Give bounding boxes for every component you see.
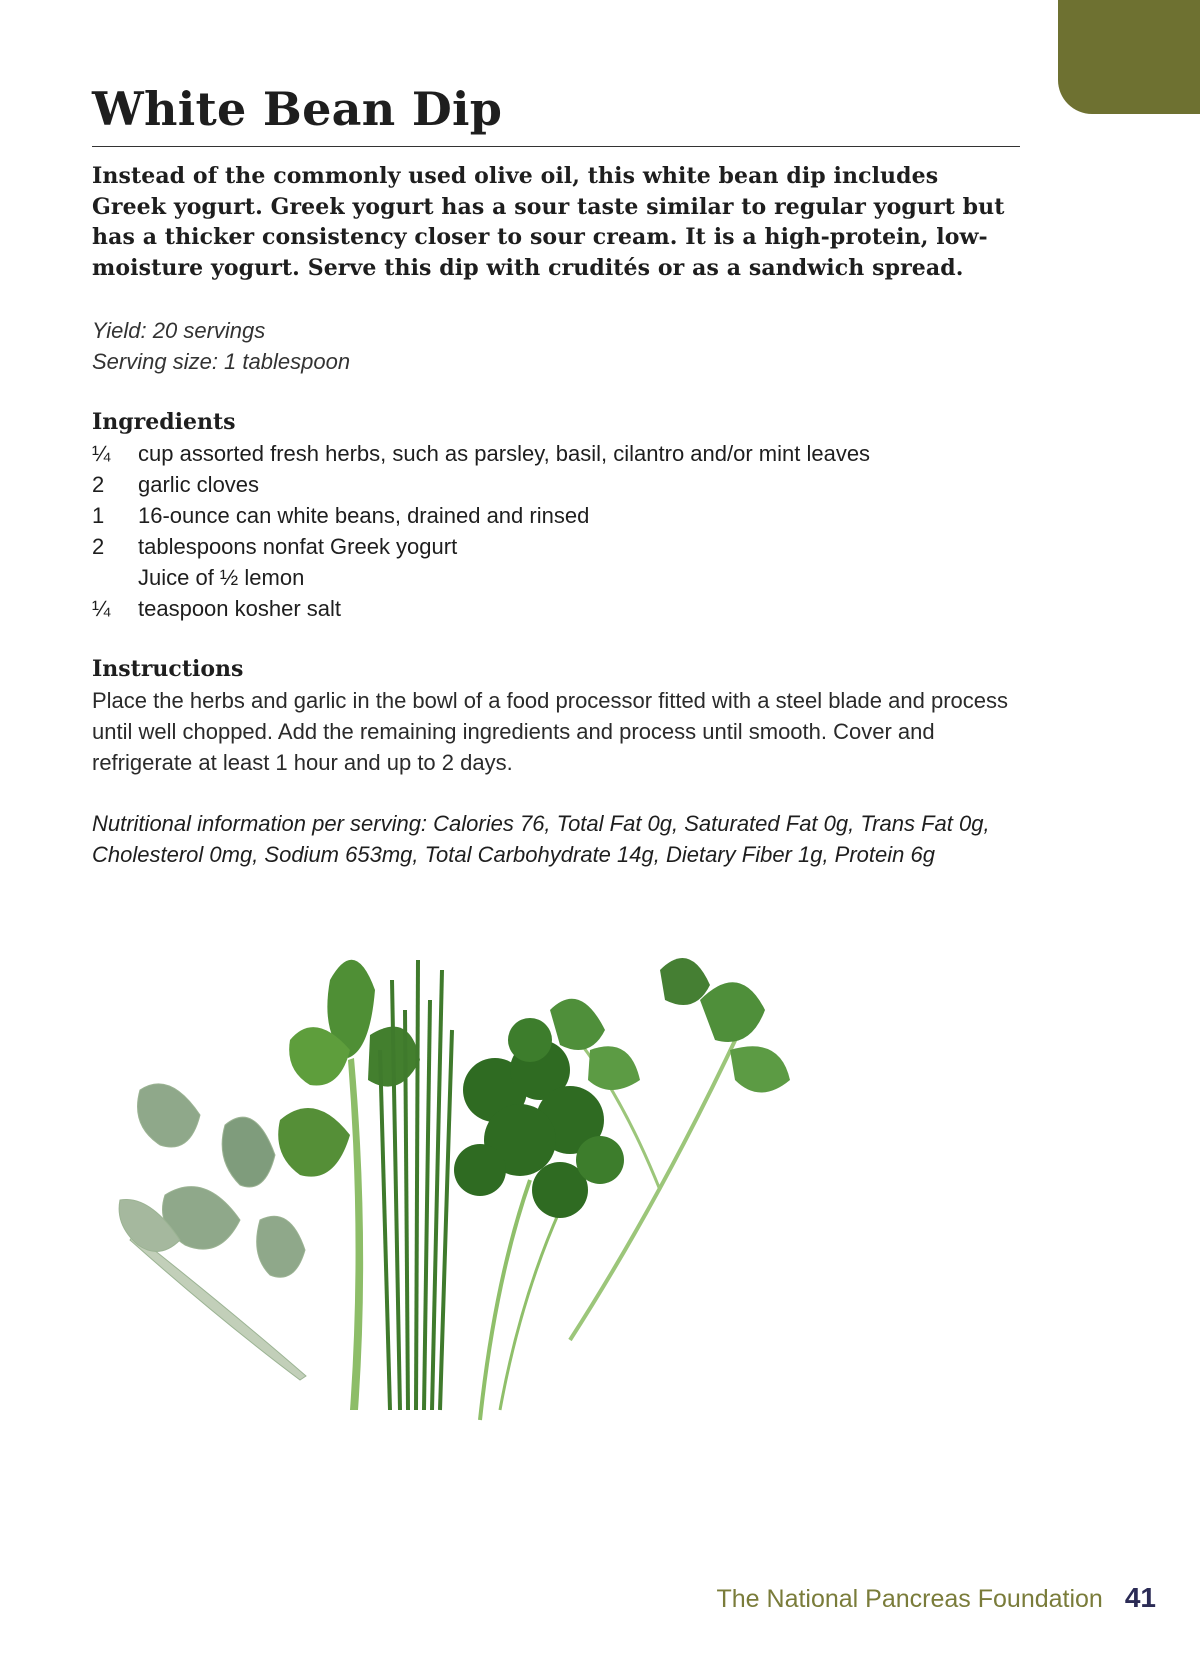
ingredient-text: cup assorted fresh herbs, such as parsley, basil, cilantro and/or mint leaves [138,441,871,466]
ingredients-list [92,438,1020,624]
ingredient-item [92,469,1020,500]
ingredient-item [92,562,1020,593]
ingredient-text: tablespoons nonfat Greek yogurt [138,534,458,559]
footer-organization: The National Pancreas Foundation [716,1585,1103,1613]
ingredient-item [92,500,1020,531]
page-title: White Bean Dip [92,82,503,136]
ingredient-text: garlic cloves [138,472,260,497]
ingredient-quantity: ¼ [92,441,111,466]
ingredient-quantity: ¼ [92,596,111,621]
ingredient-quantity [92,562,138,593]
ingredient-quantity: 2 [92,472,105,497]
intro-paragraph: Instead of the commonly used olive oil, this white bean dip includes Greek yogurt. Greek yogurt has a sour taste similar to regular yogurt but has a thicker consistency closer to sour cream. It is a high-protein, low-moisture yogurt. Serve this dip with crudités or as a sandwich spread. [92,163,1005,281]
ingredients-heading: Ingredients [92,409,236,435]
instructions-heading: Instructions [92,656,244,682]
ingredient-item [92,593,1020,624]
page-footer [716,1582,1156,1614]
ingredient-quantity: 1 [92,503,105,528]
ingredient-item [92,531,1020,562]
title-divider [92,146,1020,147]
ingredient-text: Juice of ½ lemon [138,565,305,590]
ingredient-text: 16-ounce can white beans, drained and rinsed [138,503,590,528]
sage-sprig [119,1084,306,1380]
corner-tab [1058,0,1200,114]
serving-size-text: Serving size: 1 tablespoon [92,349,351,374]
ingredient-item [92,438,1020,469]
herbs-illustration [100,940,840,1500]
yield-block [92,315,1020,377]
ingredient-text: teaspoon kosher salt [138,596,342,621]
nutrition-info: Nutritional information per serving: Calories 76, Total Fat 0g, Saturated Fat 0g, Trans Fat 0g, Cholesterol 0mg, Sodium 653mg, Total Carbohydrate 14g, Dietary Fiber 1g, Protein 6g [92,811,990,867]
instructions-text: Place the herbs and garlic in the bowl of a food processor fitted with a steel blade and process until well chopped. Add the remaining ingredients and process until smooth. Cover and refrigerate at least 1 hour and up to 2 days. [92,688,1008,775]
yield-text: Yield: 20 servings [92,318,266,343]
recipe-content [92,78,1020,870]
ingredient-quantity: 2 [92,534,105,559]
page-number: 41 [1124,1582,1156,1613]
